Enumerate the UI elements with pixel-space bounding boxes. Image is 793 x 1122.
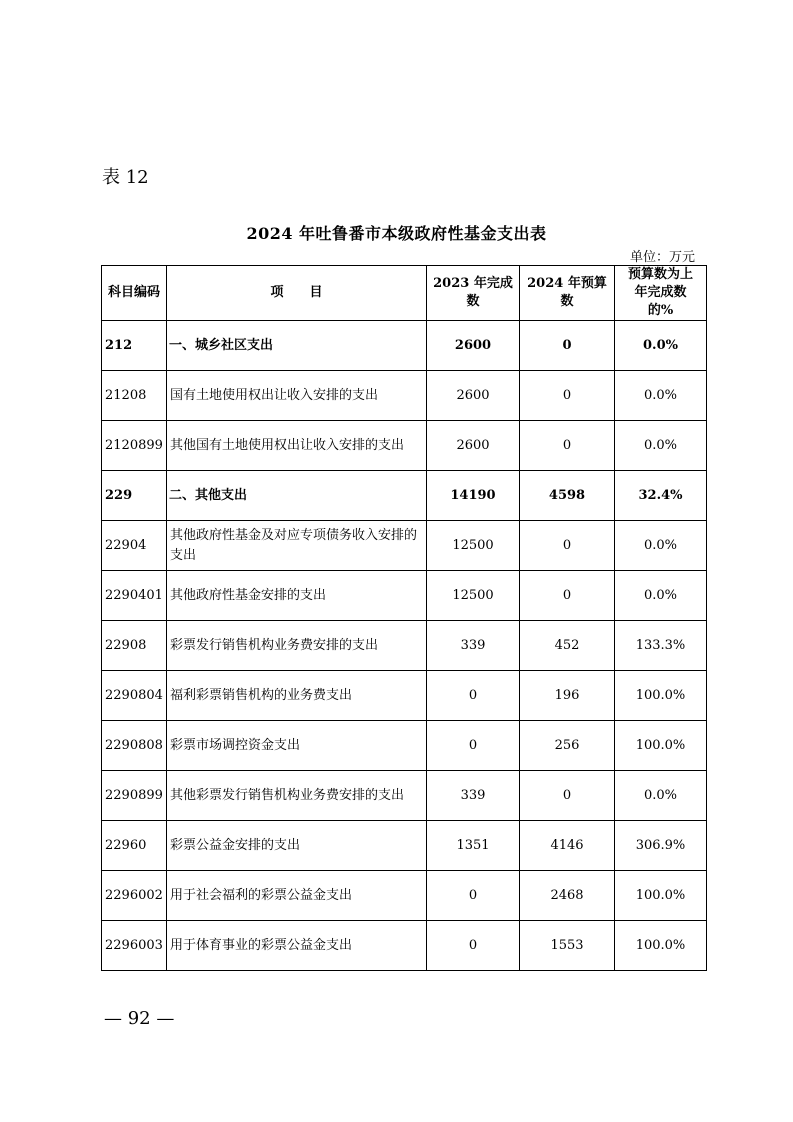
budget-2024-cell: 196: [520, 671, 615, 721]
table-row: [102, 621, 707, 671]
table-row: [102, 371, 707, 421]
table-row: [102, 721, 707, 771]
budget-2024-cell: 1553: [520, 921, 615, 971]
subject-code-cell: 22908: [102, 621, 167, 671]
budget-2024-cell: 2468: [520, 871, 615, 921]
subject-code-cell: 21208: [102, 371, 167, 421]
table-row: [102, 771, 707, 821]
category-row: [102, 321, 707, 371]
header-ratio: 预算数为上年完成数的%: [615, 266, 707, 321]
done-2023-cell: 2600: [427, 321, 520, 371]
ratio-cell: 100.0%: [615, 671, 707, 721]
subject-code-cell: 2290804: [102, 671, 167, 721]
ratio-cell: 133.3%: [615, 621, 707, 671]
table-row: [102, 521, 707, 571]
item-name-cell: 用于社会福利的彩票公益金支出: [167, 871, 427, 921]
subject-code-cell: 22904: [102, 521, 167, 571]
done-2023-cell: 0: [427, 721, 520, 771]
ratio-cell: 0.0%: [615, 521, 707, 571]
category-row: [102, 471, 707, 521]
budget-2024-cell: 256: [520, 721, 615, 771]
item-name-cell: 彩票市场调控资金支出: [167, 721, 427, 771]
table-row: [102, 821, 707, 871]
budget-2024-cell: 452: [520, 621, 615, 671]
ratio-cell: 0.0%: [615, 371, 707, 421]
done-2023-cell: 339: [427, 771, 520, 821]
done-2023-cell: 14190: [427, 471, 520, 521]
header-done-2023: 2023 年完成数: [427, 266, 520, 321]
ratio-cell: 306.9%: [615, 821, 707, 871]
header-item: 项 目: [167, 266, 427, 321]
budget-2024-cell: 4146: [520, 821, 615, 871]
table-row: [102, 421, 707, 471]
ratio-cell: 0.0%: [615, 771, 707, 821]
subject-code-cell: 2296002: [102, 871, 167, 921]
item-name-cell: 其他国有土地使用权出让收入安排的支出: [167, 421, 427, 471]
subject-code-cell: 2290401: [102, 571, 167, 621]
done-2023-cell: 0: [427, 871, 520, 921]
budget-2024-cell: 4598: [520, 471, 615, 521]
ratio-cell: 0.0%: [615, 571, 707, 621]
done-2023-cell: 339: [427, 621, 520, 671]
item-name-cell: 国有土地使用权出让收入安排的支出: [167, 371, 427, 421]
subject-code-cell: 22960: [102, 821, 167, 871]
item-name-cell: 彩票发行销售机构业务费安排的支出: [167, 621, 427, 671]
ratio-cell: 0.0%: [615, 321, 707, 371]
done-2023-cell: 1351: [427, 821, 520, 871]
ratio-cell: 32.4%: [615, 471, 707, 521]
budget-2024-cell: 0: [520, 521, 615, 571]
item-name-cell: 彩票公益金安排的支出: [167, 821, 427, 871]
unit-label: 单位：万元: [629, 250, 695, 265]
budget-2024-cell: 0: [520, 321, 615, 371]
item-name-cell: 福利彩票销售机构的业务费支出: [167, 671, 427, 721]
budget-2024-cell: 0: [520, 371, 615, 421]
done-2023-cell: 2600: [427, 421, 520, 471]
table-body: [102, 321, 707, 971]
subject-code-cell: 2296003: [102, 921, 167, 971]
table-row: [102, 571, 707, 621]
subject-code-cell: 212: [102, 321, 167, 371]
done-2023-cell: 0: [427, 671, 520, 721]
item-name-cell: 其他政府性基金安排的支出: [167, 571, 427, 621]
item-name-cell: 二、其他支出: [167, 471, 427, 521]
item-name-cell: 用于体育事业的彩票公益金支出: [167, 921, 427, 971]
ratio-cell: 100.0%: [615, 721, 707, 771]
done-2023-cell: 0: [427, 921, 520, 971]
page-title: 2024 年吐鲁番市本级政府性基金支出表: [246, 224, 547, 243]
done-2023-cell: 12500: [427, 521, 520, 571]
ratio-cell: 100.0%: [615, 921, 707, 971]
subject-code-cell: 2290808: [102, 721, 167, 771]
table-label: 表 12: [102, 167, 149, 188]
item-name-cell: 其他政府性基金及对应专项债务收入安排的支出: [167, 521, 427, 571]
done-2023-cell: 2600: [427, 371, 520, 421]
ratio-cell: 0.0%: [615, 421, 707, 471]
table-row: [102, 871, 707, 921]
item-name-cell: 一、城乡社区支出: [167, 321, 427, 371]
subject-code-cell: 2120899: [102, 421, 167, 471]
table-row: [102, 671, 707, 721]
table-row: [102, 921, 707, 971]
ratio-cell: 100.0%: [615, 871, 707, 921]
budget-2024-cell: 0: [520, 771, 615, 821]
subject-code-cell: 2290899: [102, 771, 167, 821]
header-code: 科目编码: [102, 266, 167, 321]
page-number: — 92 —: [104, 1008, 175, 1029]
budget-2024-cell: 0: [520, 571, 615, 621]
budget-2024-cell: 0: [520, 421, 615, 471]
done-2023-cell: 12500: [427, 571, 520, 621]
item-name-cell: 其他彩票发行销售机构业务费安排的支出: [167, 771, 427, 821]
header-budget-2024: 2024 年预算数: [520, 266, 615, 321]
table-header-row: [102, 266, 707, 321]
subject-code-cell: 229: [102, 471, 167, 521]
budget-table: [101, 265, 707, 971]
